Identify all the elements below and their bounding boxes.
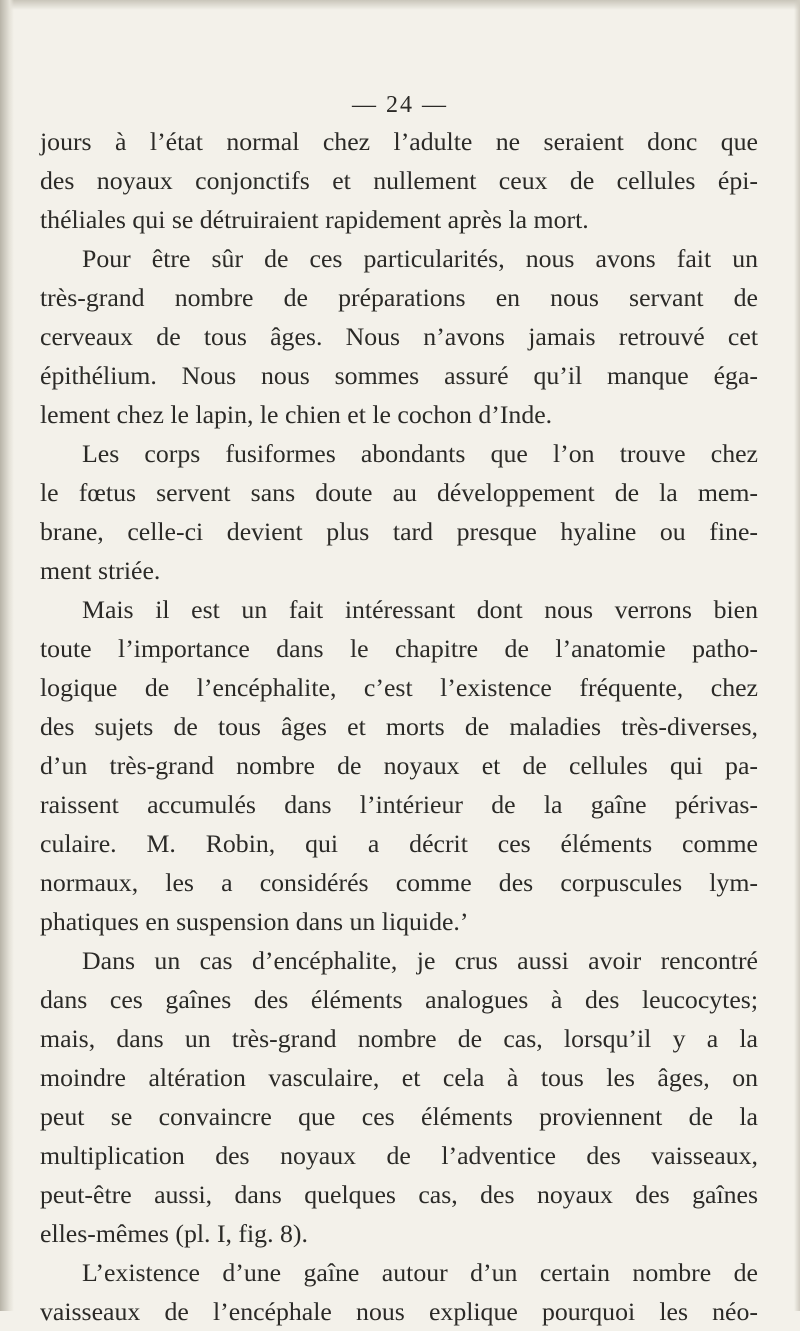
text-line: Mais il est un fait intéressant dont nous verrons bien [82, 595, 758, 624]
page-top-shadow [0, 0, 800, 10]
text-line: théliales qui se détruiraient rapidement après la mort. [40, 205, 589, 234]
text-line: mais, dans un très-grand nombre de cas, lorsqu’il y a la [40, 1024, 758, 1053]
text-line: des sujets de tous âges et morts de maladies très-diverses, [40, 712, 758, 741]
text-line: dans ces gaînes des éléments analogues à des leucocytes; [40, 985, 758, 1014]
text-line: Les corps fusiformes abondants que l’on trouve chez [82, 439, 758, 468]
text-line: peut se convaincre que ces éléments proviennent de la [40, 1102, 758, 1131]
text-line: d’un très-grand nombre de noyaux et de cellules qui pa- [40, 751, 758, 780]
text-line: Dans un cas d’encéphalite, je crus aussi avoir rencontré [82, 946, 758, 975]
text-line: moindre altération vasculaire, et cela à tous les âges, on [40, 1063, 758, 1092]
text-line: multiplication des noyaux de l’adventice des vaisseaux, [40, 1141, 758, 1170]
text-line: jours à l’état normal chez l’adulte ne seraient donc que [40, 127, 758, 156]
text-line: cerveaux de tous âges. Nous n’avons jamais retrouvé cet [40, 322, 758, 351]
text-line: épithélium. Nous nous sommes assuré qu’il manque éga- [40, 361, 758, 390]
text-line: lement chez le lapin, le chien et le cochon d’Inde. [40, 400, 553, 429]
body-text [40, 122, 758, 1331]
text-line: des noyaux conjonctifs et nullement ceux de cellules épi- [40, 166, 758, 195]
text-line: elles-mêmes (pl. I, fig. 8). [40, 1219, 308, 1248]
page-binding-shadow [0, 0, 14, 1311]
text-line: très-grand nombre de préparations en nous servant de [40, 283, 758, 312]
text-line: brane, celle-ci devient plus tard presque hyaline ou fine- [40, 517, 758, 546]
text-line: phatiques en suspension dans un liquide.’ [40, 907, 469, 936]
text-line: le fœtus servent sans doute au développement de la mem- [40, 478, 758, 507]
text-line: culaire. M. Robin, qui a décrit ces éléments comme [40, 829, 758, 858]
text-line: ment striée. [40, 556, 161, 585]
text-line: peut-être aussi, dans quelques cas, des noyaux des gaînes [40, 1180, 758, 1209]
text-line: Pour être sûr de ces particularités, nous avons fait un [82, 244, 758, 273]
text-line: raissent accumulés dans l’intérieur de la gaîne périvas- [40, 790, 758, 819]
text-line: normaux, les a considérés comme des corpuscules lym- [40, 868, 758, 897]
text-line: L’existence d’une gaîne autour d’un certain nombre de [82, 1258, 758, 1287]
text-line: vaisseaux de l’encéphale nous explique pourquoi les néo- [40, 1297, 758, 1326]
page-number: — 24 — [352, 92, 448, 118]
page-right-edge [794, 0, 800, 1311]
text-line: logique de l’encéphalite, c’est l’existence fréquente, chez [40, 673, 758, 702]
text-line: toute l’importance dans le chapitre de l’anatomie patho- [40, 634, 758, 663]
